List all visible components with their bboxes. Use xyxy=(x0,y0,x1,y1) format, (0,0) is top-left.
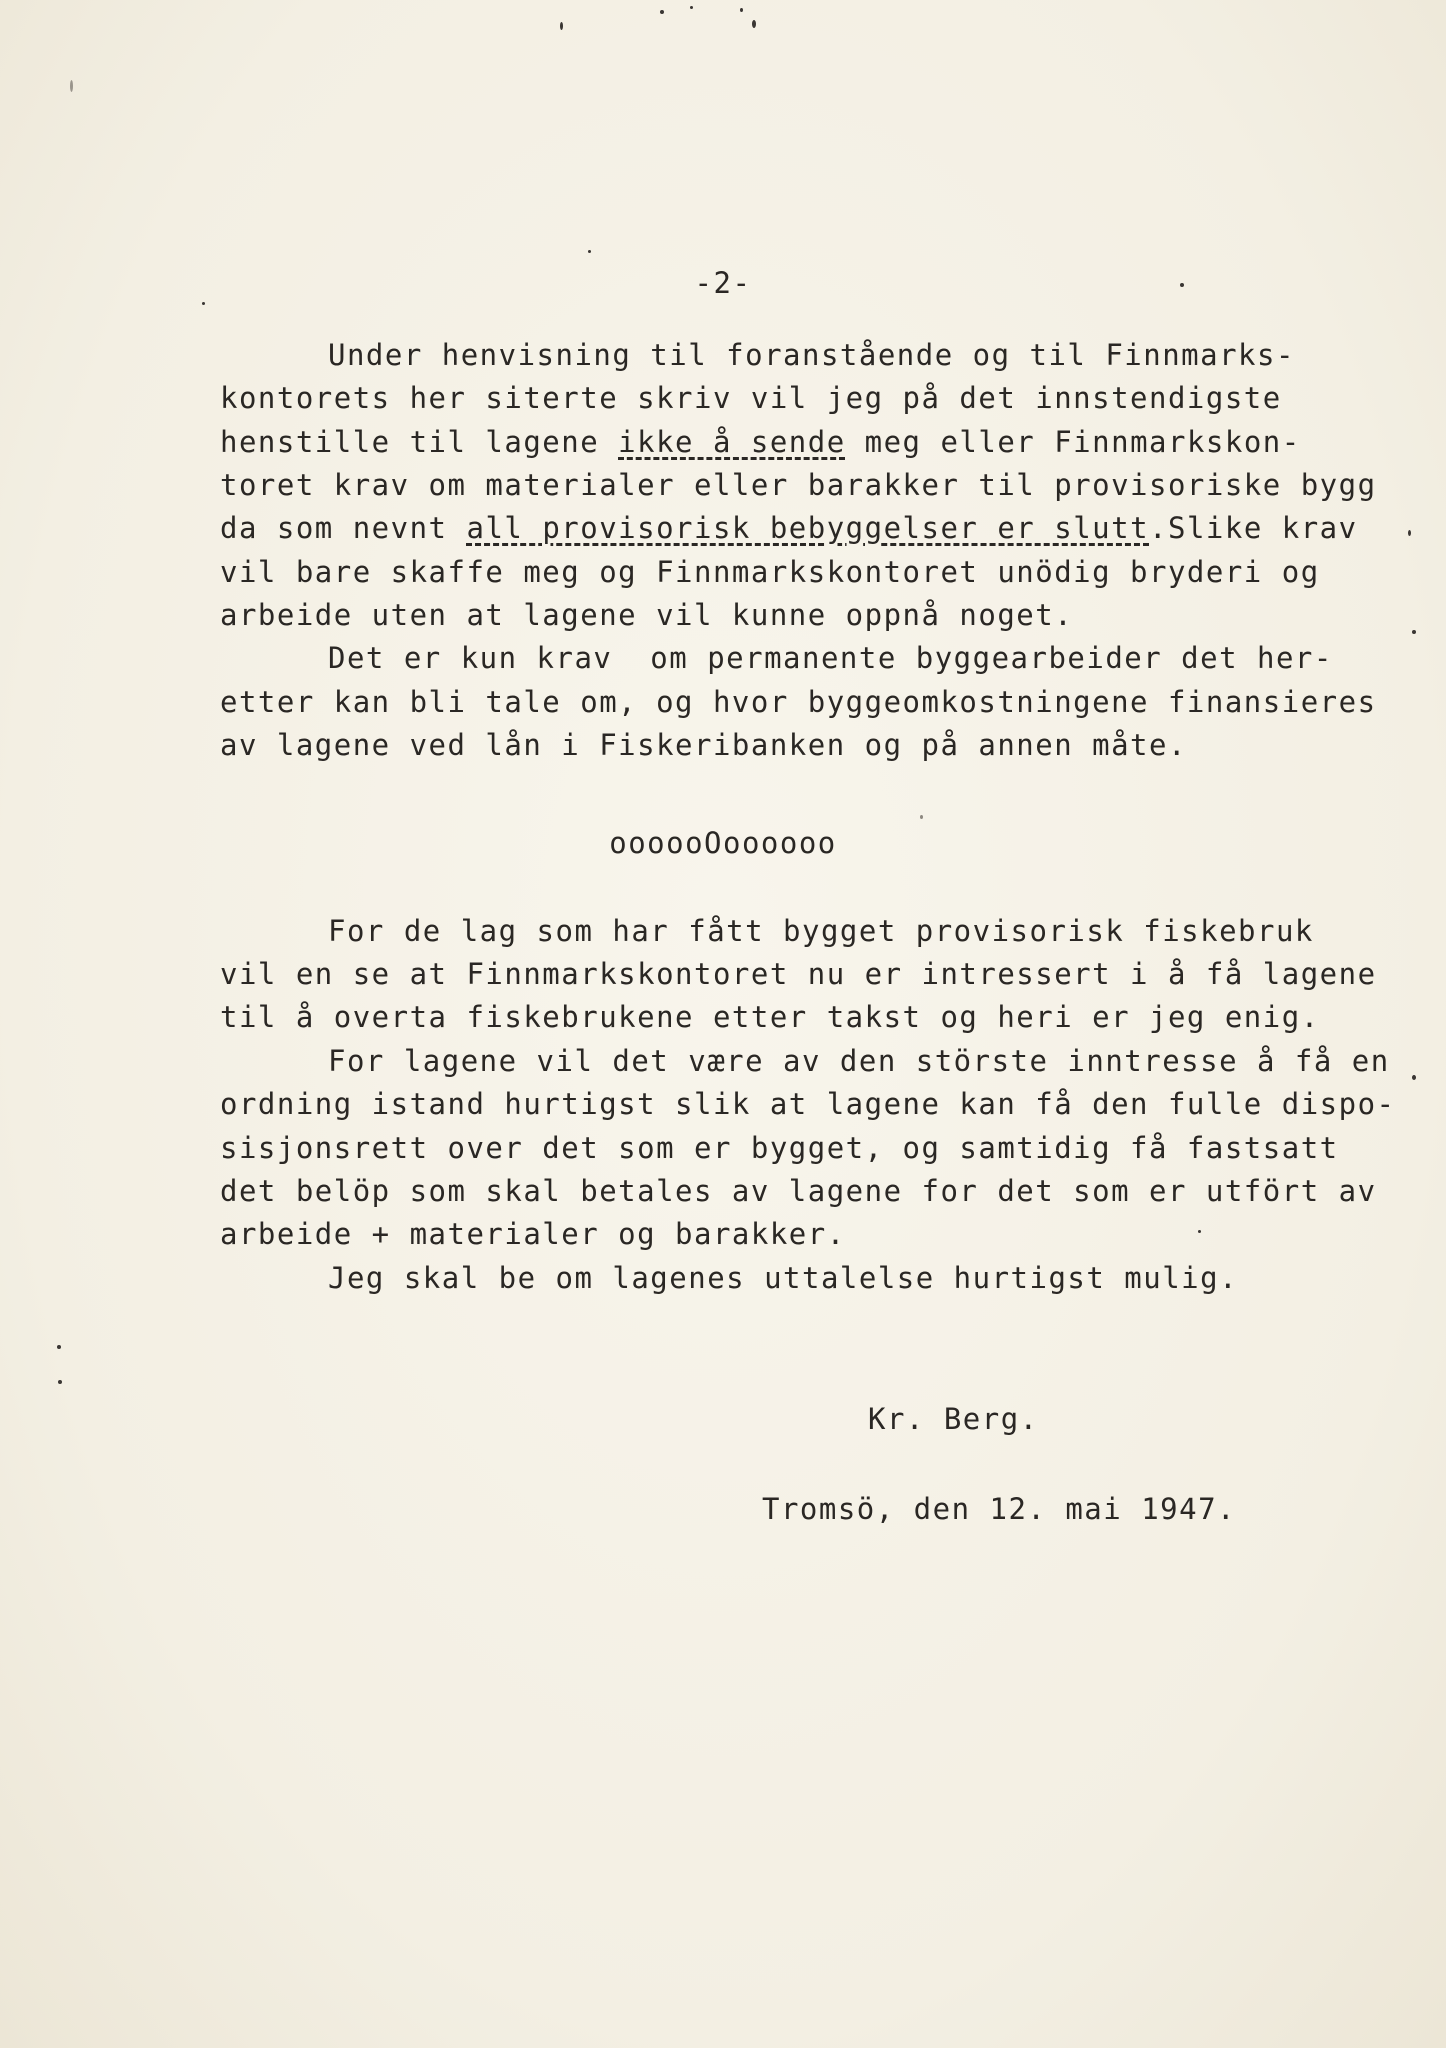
paper-speck xyxy=(740,8,743,12)
paragraph-line: ordning istand hurtigst slik at lagene kan få den fulle dispo- xyxy=(220,1087,1396,1121)
paper-speck xyxy=(1412,630,1416,634)
paper-speck xyxy=(70,80,73,92)
page-number: -2- xyxy=(694,266,752,300)
paper-speck xyxy=(560,22,563,30)
paragraph-line: arbeide + materialer og barakker. xyxy=(220,1217,846,1251)
paragraph-line: Det er kun krav om permanente byggearbeider det her- xyxy=(328,641,1333,675)
paragraph-line: For de lag som har fått bygget provisorisk fiskebruk xyxy=(328,914,1314,948)
paper-speck xyxy=(1198,1230,1201,1233)
text-run: .Slike krav xyxy=(1149,511,1358,545)
paragraph-line xyxy=(220,425,1301,459)
paragraph-line: Under henvisning til foranstående og til Finnmarks- xyxy=(328,338,1295,372)
paper-speck xyxy=(202,302,205,305)
paper-speck xyxy=(1412,1075,1416,1080)
text-run: meg eller Finnmarkskon- xyxy=(845,425,1301,459)
signature: Kr. Berg. xyxy=(868,1402,1039,1436)
paragraph-line: vil en se at Finnmarkskontoret nu er intressert i å få lagene xyxy=(220,957,1377,991)
paper-speck xyxy=(1408,530,1411,536)
paper-speck xyxy=(690,6,693,9)
paragraph-line: Jeg skal be om lagenes uttalelse hurtigst mulig. xyxy=(328,1261,1239,1295)
text-run: da som nevnt xyxy=(220,511,467,545)
paragraph-line: etter kan bli tale om, og hvor byggeomkostningene finansieres xyxy=(220,685,1377,719)
paper-speck xyxy=(57,1345,61,1349)
paragraph-line: av lagene ved lån i Fiskeribanken og på annen måte. xyxy=(220,728,1187,762)
paragraph-line: toret krav om materialer eller barakker til provisoriske bygg xyxy=(220,468,1377,502)
paragraph-line: kontorets her siterte skriv vil jeg på det innstendigste xyxy=(220,381,1282,415)
paper-speck xyxy=(588,250,591,253)
paragraph-line: For lagene vil det være av den störste inntresse å få en xyxy=(328,1044,1390,1078)
underlined-emphasis: all provisorisk bebyggelser er slutt xyxy=(466,511,1150,545)
paper-speck xyxy=(660,10,664,14)
paper-speck xyxy=(920,815,923,819)
paragraph-line: sisjonsrett over det som er bygget, og samtidig få fastsatt xyxy=(220,1131,1339,1165)
paragraph-line xyxy=(220,511,1358,545)
underlined-emphasis: ikke å sende xyxy=(618,425,846,459)
paper-speck xyxy=(58,1380,62,1384)
text-run: henstille til lagene xyxy=(220,425,619,459)
place-date: Tromsö, den 12. mai 1947. xyxy=(762,1492,1236,1526)
section-separator: oooooOoooooo xyxy=(609,826,837,860)
paragraph-line: arbeide uten at lagene vil kunne oppnå noget. xyxy=(220,598,1074,632)
paragraph-line: til å overta fiskebrukene etter takst og heri er jeg enig. xyxy=(220,1000,1320,1034)
paragraph-line: vil bare skaffe meg og Finnmarkskontoret unödig bryderi og xyxy=(220,555,1320,589)
paper-speck xyxy=(752,20,756,28)
paragraph-line: det belöp som skal betales av lagene for det som er utfört av xyxy=(220,1174,1377,1208)
